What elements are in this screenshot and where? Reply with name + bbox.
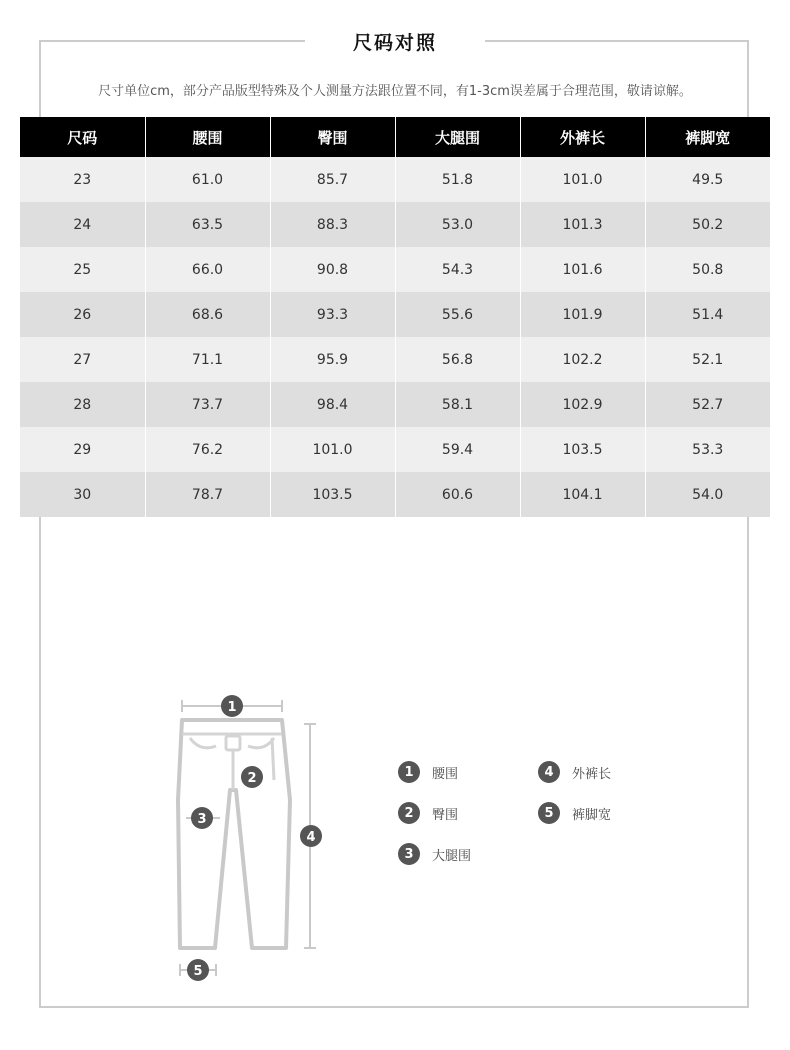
table-cell: 51.4 — [645, 292, 770, 337]
marker-5 — [187, 959, 209, 981]
table-cell: 101.0 — [270, 427, 395, 472]
column-header: 尺码 — [20, 117, 145, 157]
table-body — [20, 157, 770, 517]
marker-1 — [221, 695, 243, 717]
table-cell: 55.6 — [395, 292, 520, 337]
legend-item-hip — [398, 801, 458, 825]
title-container — [305, 26, 485, 56]
table-cell: 71.1 — [145, 337, 270, 382]
table-cell: 63.5 — [145, 202, 270, 247]
table-cell: 61.0 — [145, 157, 270, 202]
table-cell: 56.8 — [395, 337, 520, 382]
column-header: 大腿围 — [395, 117, 520, 157]
legend-item-outseam — [538, 760, 611, 784]
table-cell: 52.1 — [645, 337, 770, 382]
size-table — [20, 117, 770, 517]
table-cell: 73.7 — [145, 382, 270, 427]
table-cell: 90.8 — [270, 247, 395, 292]
legend-item-waist — [398, 760, 458, 784]
table-row — [20, 427, 770, 472]
table-cell: 24 — [20, 202, 145, 247]
table-cell: 50.2 — [645, 202, 770, 247]
legend-badge: 1 — [398, 761, 420, 783]
svg-text:3: 3 — [197, 812, 207, 827]
table-row — [20, 337, 770, 382]
table-row — [20, 382, 770, 427]
table-cell: 103.5 — [520, 427, 645, 472]
table-header-row — [20, 117, 770, 157]
table-cell: 29 — [20, 427, 145, 472]
table-cell: 30 — [20, 472, 145, 517]
table-cell: 23 — [20, 157, 145, 202]
legend-label: 裤脚宽 — [572, 807, 612, 823]
legend-badge: 5 — [538, 802, 560, 824]
svg-text:5: 5 — [193, 964, 203, 979]
size-note: 尺寸单位cm，部分产品版型特殊及个人测量方法跟位置不同，有1-3cm误差属于合理范围，敬请谅解。 — [98, 84, 692, 99]
table-cell: 60.6 — [395, 472, 520, 517]
table-cell: 102.2 — [520, 337, 645, 382]
table-cell: 102.9 — [520, 382, 645, 427]
table-cell: 27 — [20, 337, 145, 382]
svg-text:4: 4 — [306, 830, 316, 845]
legend-label: 腰围 — [432, 766, 459, 782]
table-cell: 50.8 — [645, 247, 770, 292]
column-header: 裤脚宽 — [645, 117, 770, 157]
table-row — [20, 202, 770, 247]
svg-text:2: 2 — [247, 771, 257, 786]
table-cell: 53.3 — [645, 427, 770, 472]
table-cell: 101.9 — [520, 292, 645, 337]
table-row — [20, 472, 770, 517]
legend-label: 外裤长 — [572, 766, 612, 782]
column-header: 臀围 — [270, 117, 395, 157]
table-cell: 103.5 — [270, 472, 395, 517]
table-row — [20, 157, 770, 202]
marker-2 — [241, 766, 263, 788]
table-cell: 78.7 — [145, 472, 270, 517]
measure-lines — [180, 700, 316, 976]
pants-diagram — [160, 690, 340, 990]
table-cell: 54.3 — [395, 247, 520, 292]
marker-3 — [191, 807, 213, 829]
table-cell: 101.3 — [520, 202, 645, 247]
table-cell: 101.0 — [520, 157, 645, 202]
table-cell: 76.2 — [145, 427, 270, 472]
table-row — [20, 247, 770, 292]
legend-badge: 3 — [398, 843, 420, 865]
pants-details — [182, 734, 282, 790]
table-cell: 85.7 — [270, 157, 395, 202]
table-cell: 66.0 — [145, 247, 270, 292]
measurement-legend — [398, 760, 658, 880]
table-cell: 54.0 — [645, 472, 770, 517]
legend-badge: 4 — [538, 761, 560, 783]
table-cell: 98.4 — [270, 382, 395, 427]
table-row — [20, 292, 770, 337]
column-header: 腰围 — [145, 117, 270, 157]
table-cell: 88.3 — [270, 202, 395, 247]
legend-label: 臀围 — [432, 807, 459, 823]
legend-label: 大腿围 — [432, 848, 472, 864]
table-cell: 25 — [20, 247, 145, 292]
table-cell: 28 — [20, 382, 145, 427]
svg-text:1: 1 — [227, 700, 237, 715]
table-cell: 53.0 — [395, 202, 520, 247]
table-cell: 51.8 — [395, 157, 520, 202]
column-header: 外裤长 — [520, 117, 645, 157]
table-cell: 26 — [20, 292, 145, 337]
table-cell: 104.1 — [520, 472, 645, 517]
table-cell: 101.6 — [520, 247, 645, 292]
page-title: 尺码对照 — [352, 31, 437, 54]
table-cell: 58.1 — [395, 382, 520, 427]
table-cell: 95.9 — [270, 337, 395, 382]
table-cell: 93.3 — [270, 292, 395, 337]
table-cell: 49.5 — [645, 157, 770, 202]
table-cell: 52.7 — [645, 382, 770, 427]
table-cell: 59.4 — [395, 427, 520, 472]
marker-4 — [300, 825, 322, 847]
legend-item-hem — [538, 801, 611, 825]
table-cell: 68.6 — [145, 292, 270, 337]
legend-badge: 2 — [398, 802, 420, 824]
legend-item-thigh — [398, 842, 471, 866]
